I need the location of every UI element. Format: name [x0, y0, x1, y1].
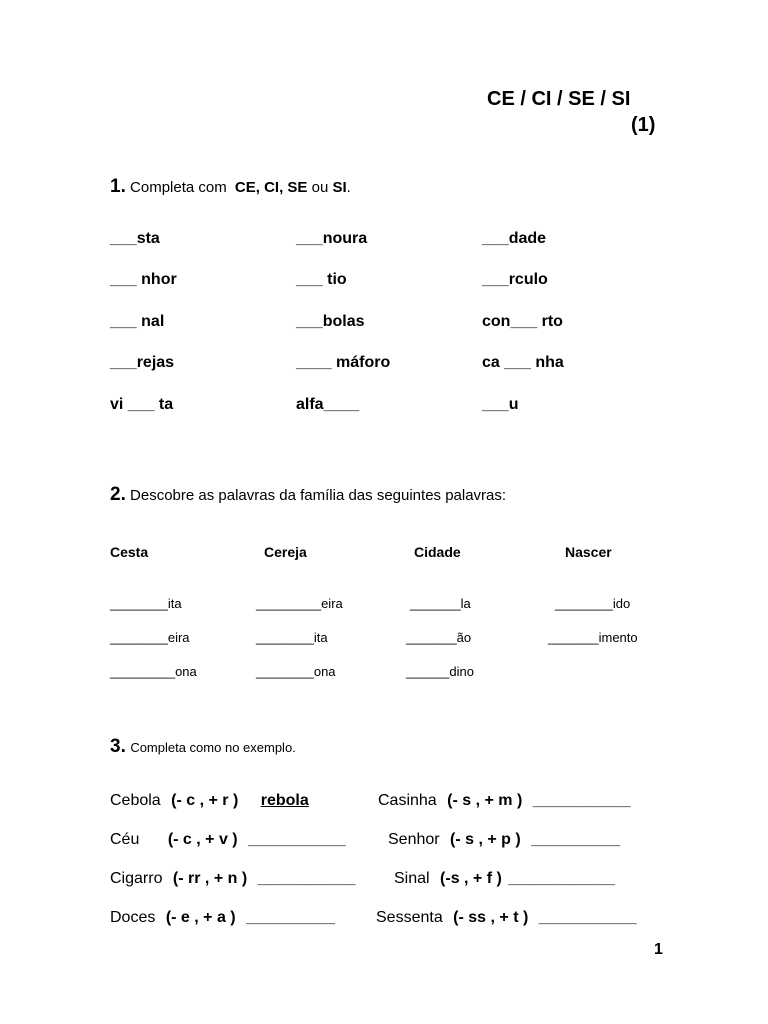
- ex3-rule: (- c , + v ): [167, 831, 238, 848]
- ex3-answer-blank[interactable]: ____________: [508, 870, 616, 887]
- ex3-word: Cigarro: [110, 870, 163, 887]
- ex3-rule: (- e , + a ): [165, 909, 236, 926]
- ex1-cell: ___noura: [296, 230, 368, 247]
- ex1-cell: ___u: [482, 396, 519, 413]
- exercise-3-heading: [110, 736, 296, 758]
- ex1-cell: ____ máforo: [296, 354, 391, 371]
- ex2-cell: _________ona: [110, 664, 197, 679]
- ex3-rule: (-s , + f ): [440, 870, 502, 887]
- ex3-answer: rebola: [260, 792, 309, 809]
- exercise-3-text: Completa como no exemplo.: [130, 740, 296, 755]
- exercise-1-letters: CE, CI, SE: [234, 179, 308, 196]
- exercise-3-number: 3.: [110, 736, 126, 757]
- exercise-2-heading: [110, 484, 506, 506]
- ex1-cell: ___ nhor: [110, 271, 177, 288]
- exercise-1-period: .: [346, 179, 351, 196]
- ex1-cell: alfa____: [296, 396, 360, 413]
- ex2-cell: ________ita: [256, 630, 328, 645]
- ex3-answer-blank[interactable]: __________: [531, 831, 621, 848]
- ex3-item: [110, 909, 335, 927]
- ex3-word: Senhor: [388, 831, 440, 848]
- ex1-cell: ___rejas: [110, 354, 175, 371]
- exercise-1-heading: [110, 176, 351, 198]
- ex3-rule: (- ss , + t ): [453, 909, 529, 926]
- ex2-header: Cereja: [264, 544, 307, 560]
- ex3-answer-blank[interactable]: ___________: [257, 870, 356, 887]
- ex3-rule: (- rr , + n ): [172, 870, 248, 887]
- ex3-word: Céu: [110, 831, 140, 848]
- ex3-answer-blank[interactable]: ___________: [532, 792, 631, 809]
- ex2-cell: ________ona: [256, 664, 336, 679]
- ex3-word: Sinal: [394, 870, 430, 887]
- ex3-word: Cebola: [110, 792, 161, 809]
- ex2-header: Cesta: [110, 544, 149, 560]
- ex1-cell: ___ nal: [110, 313, 165, 330]
- ex2-cell: ________ita: [110, 596, 182, 611]
- ex3-answer-blank[interactable]: ___________: [538, 909, 637, 926]
- exercise-2-text: Descobre as palavras da família das seguintes palavras:: [130, 487, 507, 504]
- ex3-word: Doces: [110, 909, 156, 926]
- ex3-rule: (- s , + m ): [447, 792, 523, 809]
- ex2-cell: ________eira: [110, 630, 190, 645]
- ex1-cell: ca ___ nha: [482, 354, 564, 371]
- ex3-item: [110, 870, 356, 888]
- ex3-rule: (- s , + p ): [450, 831, 521, 848]
- ex2-cell: _______la: [410, 596, 471, 611]
- ex1-cell: ___ tio: [296, 271, 347, 288]
- exercise-1-text: Completa com: [130, 179, 227, 196]
- ex3-answer-blank[interactable]: ___________: [248, 831, 346, 848]
- ex2-header: Cidade: [414, 544, 461, 560]
- ex3-item: [394, 870, 615, 888]
- ex2-cell: ________ido: [555, 596, 631, 611]
- ex2-cell: ______dino: [406, 664, 474, 679]
- exercise-1-or: ou: [311, 179, 329, 196]
- ex2-cell: _______imento: [548, 630, 638, 645]
- ex3-word: Sessenta: [376, 909, 443, 926]
- ex3-answer-blank[interactable]: __________: [246, 909, 336, 926]
- ex1-cell: ___rculo: [482, 271, 548, 288]
- page-title: CE / CI / SE / SI: [487, 88, 631, 110]
- page-subtitle: (1): [631, 114, 656, 136]
- ex3-item: [110, 831, 346, 849]
- ex2-header: Nascer: [565, 544, 612, 560]
- ex2-cell: _______ão: [406, 630, 472, 645]
- ex3-item: [378, 792, 631, 810]
- exercise-2-number: 2.: [110, 484, 126, 505]
- ex3-rule: (- c , + r ): [171, 792, 239, 809]
- exercise-1-last-letters: SI: [332, 179, 347, 196]
- ex3-item: [110, 792, 309, 810]
- ex3-item: [376, 909, 637, 927]
- ex3-word: Casinha: [378, 792, 437, 809]
- ex3-item: [388, 831, 620, 849]
- ex2-cell: _________eira: [256, 596, 343, 611]
- exercise-1-number: 1.: [110, 176, 126, 197]
- ex1-cell: vi ___ ta: [110, 396, 174, 413]
- ex1-cell: con___ rto: [482, 313, 563, 330]
- ex1-cell: ___sta: [110, 230, 160, 247]
- ex1-cell: ___dade: [482, 230, 547, 247]
- page-number: 1: [654, 941, 663, 958]
- ex1-cell: ___bolas: [296, 313, 365, 330]
